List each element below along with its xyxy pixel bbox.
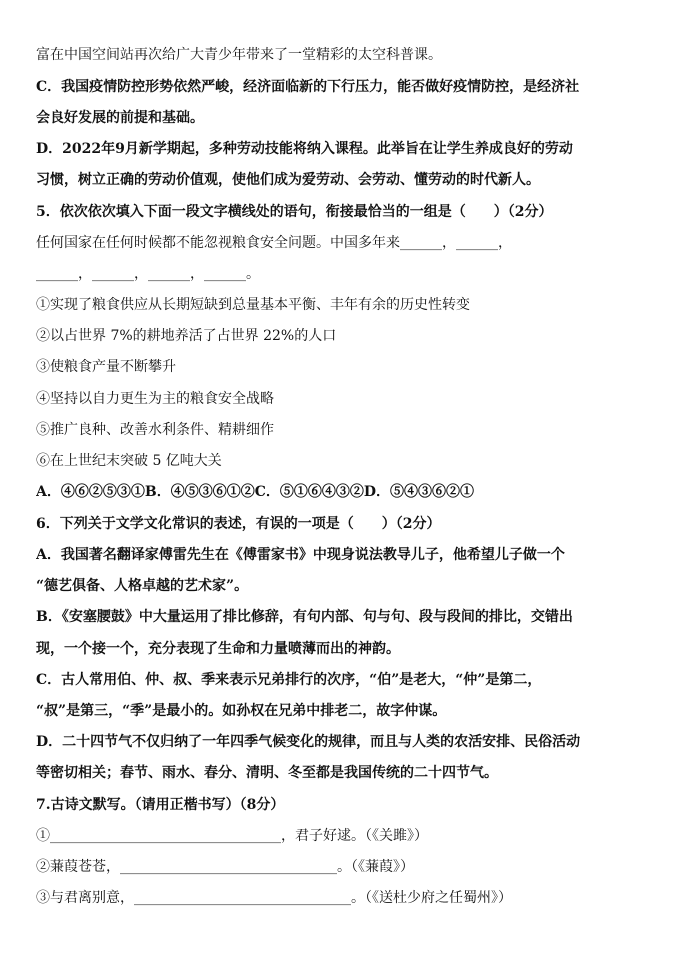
question-5-heading: 5．依次依次填入下面一段文字横线处的语句，衔接最恰当的一组是（ ）（2分） [36, 204, 553, 220]
text-line-3: 会良好发展的前提和基础。 [36, 110, 204, 126]
dictation-line-1: ①_________________________________，君子好逑。（《关雎》） [36, 828, 428, 844]
question-6-heading: 6．下列关于文学文化常识的表述，有误的一项是（ ）（2分） [36, 516, 441, 532]
question-6-b-line-2: 现，一个接一个，充分表现了生命和力量喷薄而出的神韵。 [36, 641, 400, 657]
dictation-line-3: ③与君离别意，_______________________________。（《送杜少府之任蜀州》） [36, 890, 512, 906]
question-6-c-line-2: “叔”是第三，“季”是最小的。如孙权在兄弟中排老二，故字仲谋。 [36, 703, 447, 719]
text-line-4: D．2022年9月新学期起，多种劳动技能将纳入课程。此举旨在让学生养成良好的劳动 [36, 141, 573, 157]
question-6-a-line-1: A．我国著名翻译家傅雷先生在《傅雷家书》中现身说法教导儿子，他希望儿子做一个 [36, 547, 565, 563]
question-7-heading: 7.古诗文默写。（请用正楷书写）（8分） [36, 797, 285, 813]
option-item-3: ③使粮食产量不断攀升 [36, 359, 176, 375]
dictation-line-2: ②蒹葭苍苍，_______________________________。（《蒹葭》） [36, 859, 414, 875]
question-6-d-line-2: 等密切相关；春节、雨水、春分、清明、冬至都是我国传统的二十四节气。 [36, 765, 498, 781]
question-6-d-line-1: D．二十四节气不仅归纳了一年四季气候变化的规律，而且与人类的农活安排、民俗活动 [36, 734, 581, 750]
option-item-1: ①实现了粮食供应从长期短缺到总量基本平衡、丰年有余的历史性转变 [36, 297, 470, 313]
option-item-4: ④坚持以自力更生为主的粮食安全战略 [36, 391, 274, 407]
question-6-a-line-2: “德艺俱备、人格卓越的艺术家”。 [36, 578, 249, 594]
text-line-1: 富在中国空间站再次给广大青少年带来了一堂精彩的太空科普课。 [36, 47, 442, 63]
text-line-5: 习惯，树立正确的劳动价值观，使他们成为爱劳动、会劳动、懂劳动的时代新人。 [36, 172, 540, 188]
question-6-c-line-1: C．古人常用伯、仲、叔、季来表示兄弟排行的次序，“伯”是老大，“仲”是第二， [36, 672, 542, 688]
question-5-choices: A．④⑥②⑤③①B．④⑤③⑥①②C．⑤①⑥④③②D．⑤④③⑥②① [36, 484, 474, 500]
question-6-b-line-1: B．《安塞腰鼓》中大量运用了排比修辞，有句内部、句与句、段与段间的排比，交错出 [36, 609, 573, 625]
text-line-2: C．我国疫情防控形势依然严峻，经济面临新的下行压力，能否做好疫情防控，是经济社 [36, 79, 580, 95]
question-5-passage-line-2: ______，______，______，______。 [36, 266, 260, 282]
option-item-2: ②以占世界 7%的耕地养活了占世界 22%的人口 [36, 328, 337, 344]
option-item-6: ⑥在上世纪末突破 5 亿吨大关 [36, 453, 222, 469]
question-5-passage-line-1: 任何国家在任何时候都不能忽视粮食安全问题。中国多年来______，______， [36, 235, 512, 251]
option-item-5: ⑤推广良种、改善水利条件、精耕细作 [36, 422, 274, 438]
